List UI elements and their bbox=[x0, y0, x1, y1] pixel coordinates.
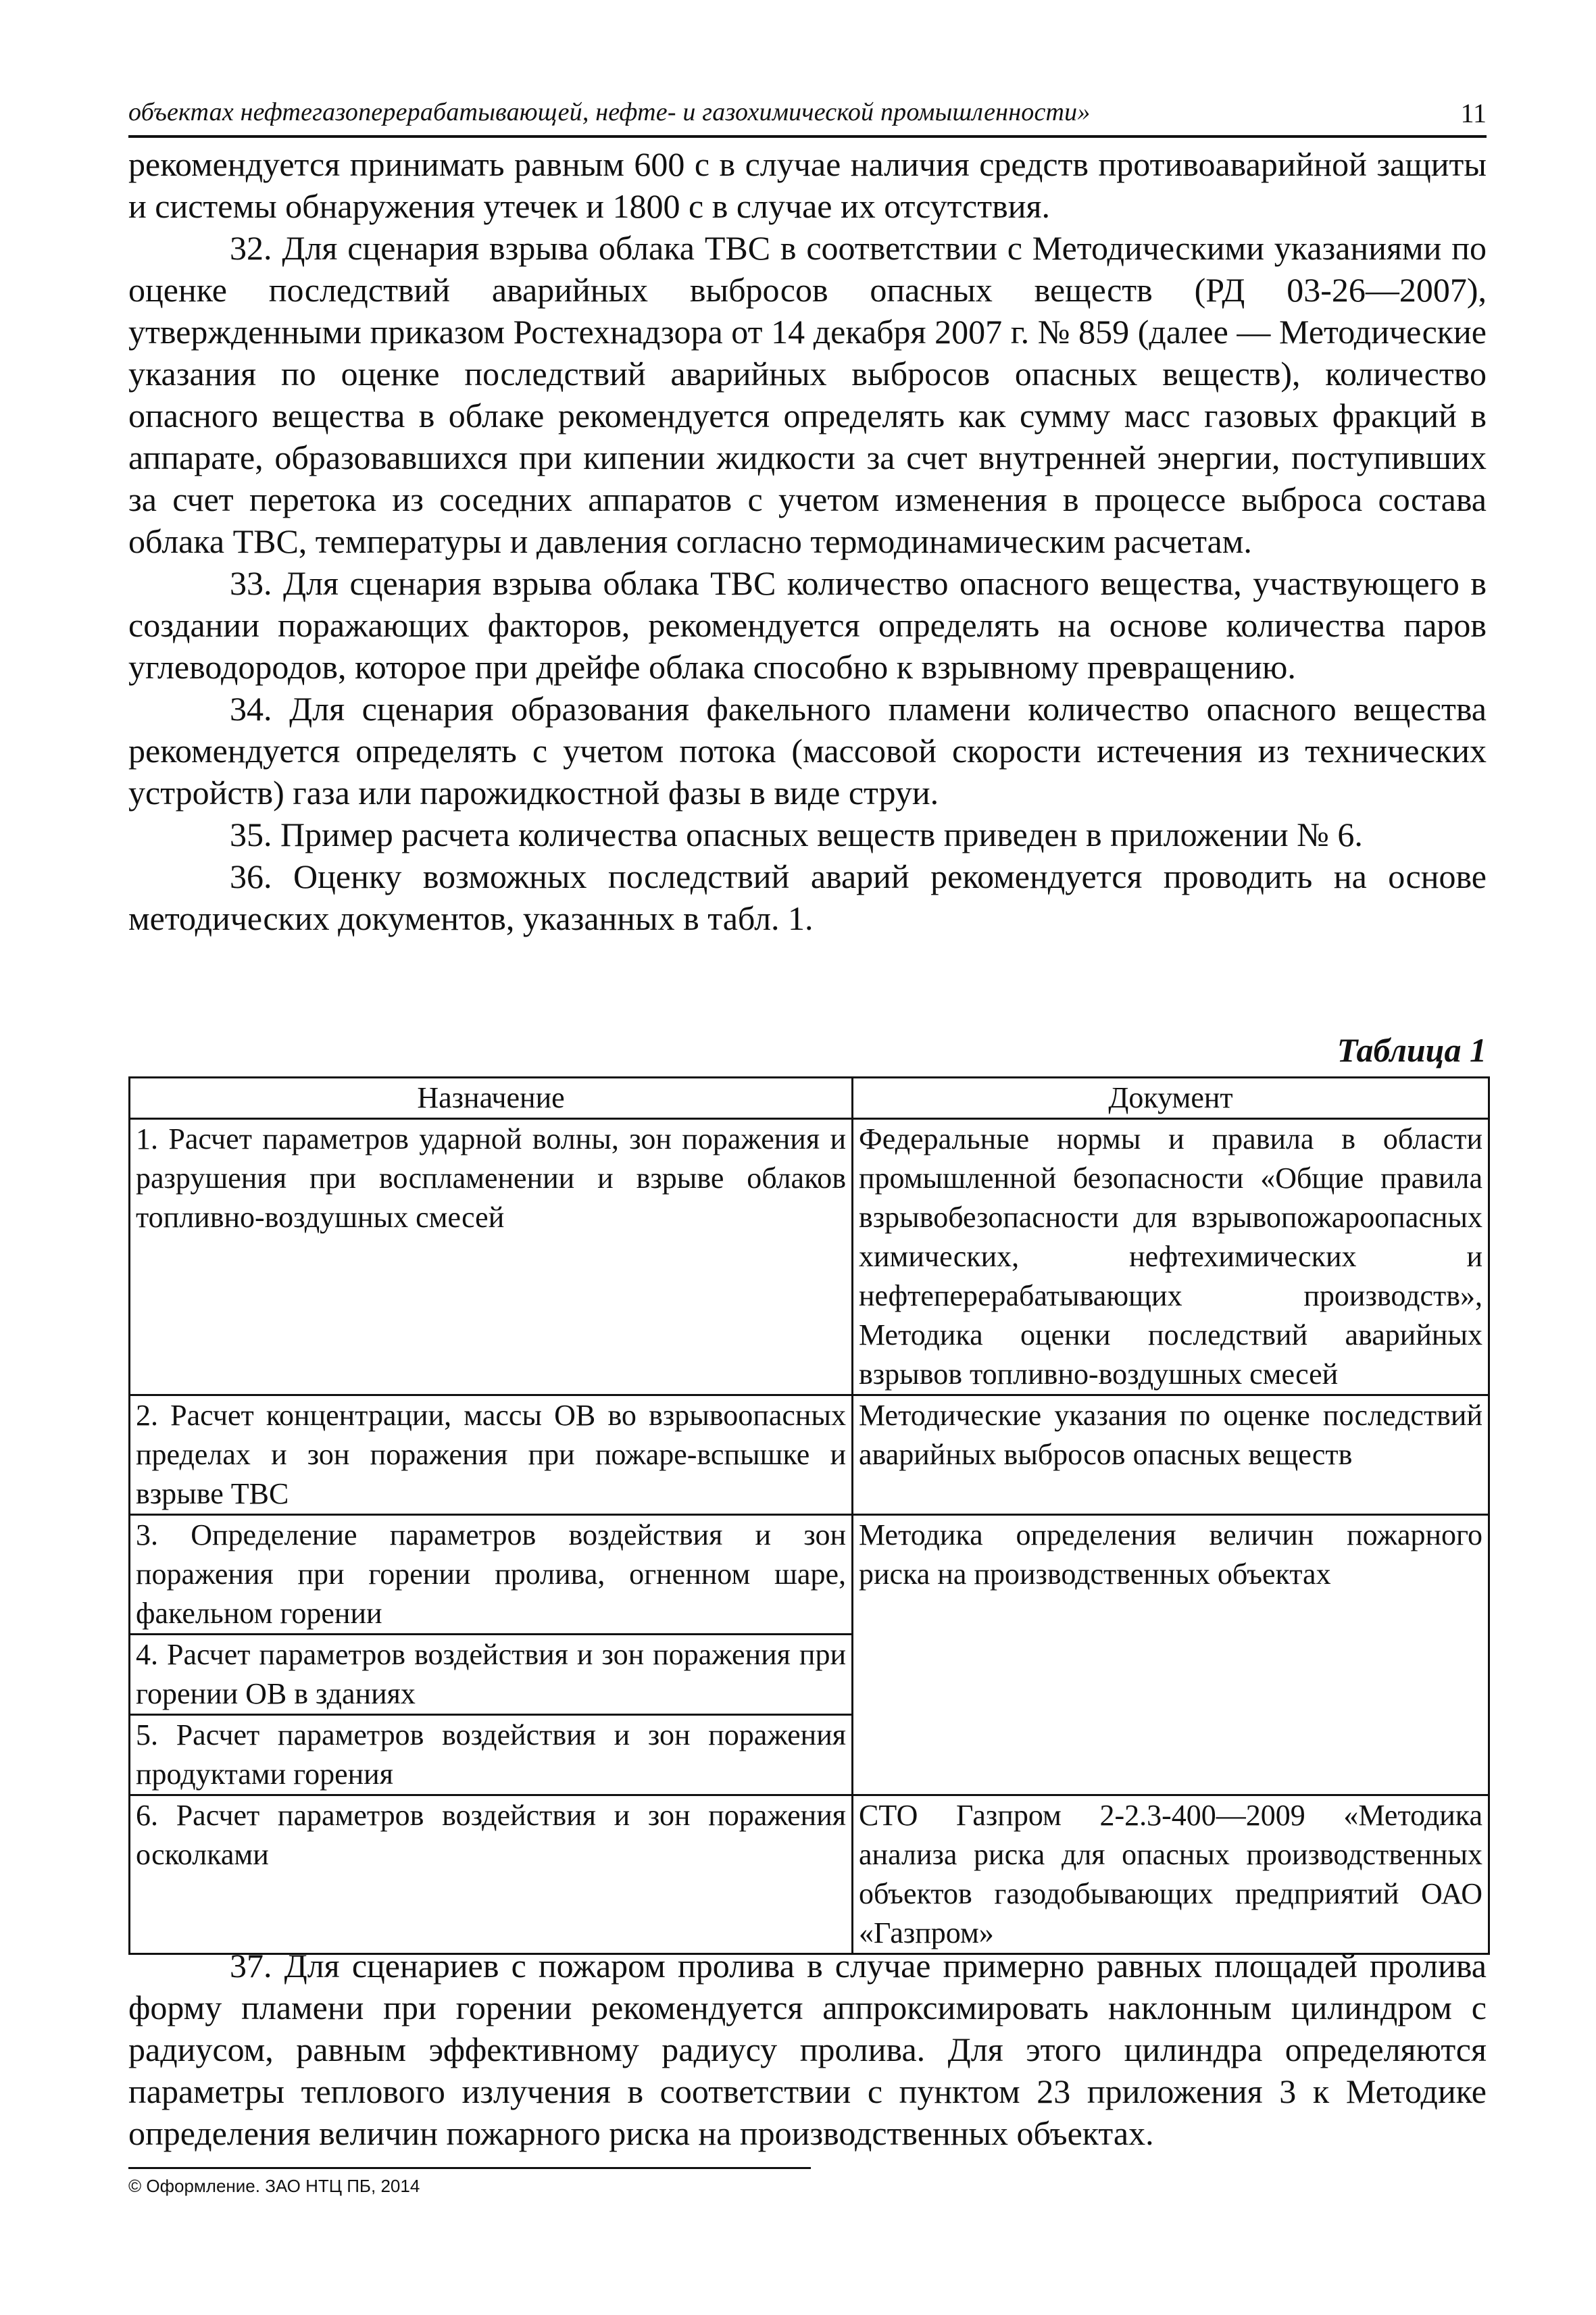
cell-document: Федеральные нормы и правила в области промышленной безопасности «Общие правила взрывобезопасности для взрывопожароопасных химических, нефтехимических и нефтеперерабатывающих производств», Методика оценки последствий аварийных взрывов топливно-воздушных смесей bbox=[853, 1119, 1489, 1395]
table-row bbox=[130, 1119, 1489, 1395]
cell-purpose: 4. Расчет параметров воздействия и зон поражения при горении ОВ в зданиях bbox=[130, 1635, 853, 1715]
table-caption: Таблица 1 bbox=[1337, 1031, 1487, 1069]
running-title: объектах нефтегазоперерабатывающей, нефте- и газохимической промышленности» bbox=[128, 98, 1091, 126]
cell-document: Методика определения величин пожарного риска на производственных объектах bbox=[853, 1515, 1489, 1795]
page-number: 11 bbox=[1460, 98, 1487, 128]
footer-divider bbox=[128, 2167, 811, 2169]
paragraph-36: 36. Оценку возможных последствий аварий рекомендуется проводить на основе методических документов, указанных в табл. 1. bbox=[128, 857, 1487, 937]
table bbox=[128, 1076, 1490, 1955]
running-header bbox=[128, 95, 1487, 138]
body-text-lower bbox=[128, 1945, 1487, 2154]
column-header-purpose: Назначение bbox=[130, 1078, 853, 1119]
cell-purpose: 5. Расчет параметров воздействия и зон поражения продуктами горения bbox=[130, 1715, 853, 1795]
cell-purpose: 1. Расчет параметров ударной волны, зон поражения и разрушения при воспламенении и взрыве облаков топливно-воздушных смесей bbox=[130, 1119, 853, 1395]
table-row bbox=[130, 1515, 1489, 1635]
cell-document: СТО Газпром 2-2.3-400—2009 «Методика анализа риска для опасных производственных объектов газодобывающих предприятий ОАО «Газпром» bbox=[853, 1795, 1489, 1954]
methods-table bbox=[128, 1076, 1488, 1955]
table-header-row bbox=[130, 1078, 1489, 1119]
body-text-upper bbox=[128, 143, 1487, 939]
paragraph-34: 34. Для сценария образования факельного пламени количество опасного вещества рекомендуется определять с учетом потока (массовой скорости истечения из технических устройств) газа или парожидкостной фазы в виде струи. bbox=[128, 690, 1487, 812]
table-row bbox=[130, 1395, 1489, 1515]
cell-purpose: 2. Расчет концентрации, массы ОВ во взрывоопасных пределах и зон поражения при пожаре-вспышке и взрыве ТВС bbox=[130, 1395, 853, 1515]
paragraph-35: 35. Пример расчета количества опасных веществ приведен в приложении № 6. bbox=[230, 816, 1363, 853]
paragraph-37: 37. Для сценариев с пожаром пролива в случае примерно равных площадей пролива форму пламени при горении рекомендуется аппроксимировать наклонным цилиндром с радиусом, равным эффективному радиусу пролива. Для этого цилиндра определяются параметры теплового излучения в соответствии с пунктом 23 приложения 3 к Методике определения величин пожарного риска на производственных объектах. bbox=[128, 1947, 1487, 2152]
cell-document: Методические указания по оценке последствий аварийных выбросов опасных веществ bbox=[853, 1395, 1489, 1515]
cell-purpose: 6. Расчет параметров воздействия и зон поражения осколками bbox=[130, 1795, 853, 1954]
paragraph-continued: рекомендуется принимать равным 600 с в случае наличия средств противоаварийной защиты и системы обнаружения утечек и 1800 с в случае их отсутствия. bbox=[128, 145, 1487, 225]
column-header-document: Документ bbox=[853, 1078, 1489, 1119]
paragraph-32: 32. Для сценария взрыва облака ТВС в соответствии с Методическими указаниями по оценке последствий аварийных выбросов опасных веществ (РД 03-26—2007), утвержденными приказом Ростехнадзора от 14 декабря 2007 г. № 859 (далее — Методические указания по оценке последствий аварийных выбросов опасных веществ), количество опасного вещества в облаке рекомендуется определять как сумму масс газовых фракций в аппарате, образовавшихся при кипении жидкости за счет внутренней энергии, поступивших за счет перетока из соседних аппаратов с учетом изменения в процессе выброса состава облака ТВС, температуры и давления согласно термодинамическим расчетам. bbox=[128, 229, 1487, 560]
paragraph-33: 33. Для сценария взрыва облака ТВС количество опасного вещества, участвующего в создании поражающих факторов, рекомендуется определять на основе количества паров углеводородов, которое при дрейфе облака способно к взрывному превращению. bbox=[128, 564, 1487, 686]
footer-copyright: © Оформление. ЗАО НТЦ ПБ, 2014 bbox=[128, 2176, 420, 2196]
table-row bbox=[130, 1795, 1489, 1954]
cell-purpose: 3. Определение параметров воздействия и зон поражения при горении пролива, огненном шаре, факельном горении bbox=[130, 1515, 853, 1635]
